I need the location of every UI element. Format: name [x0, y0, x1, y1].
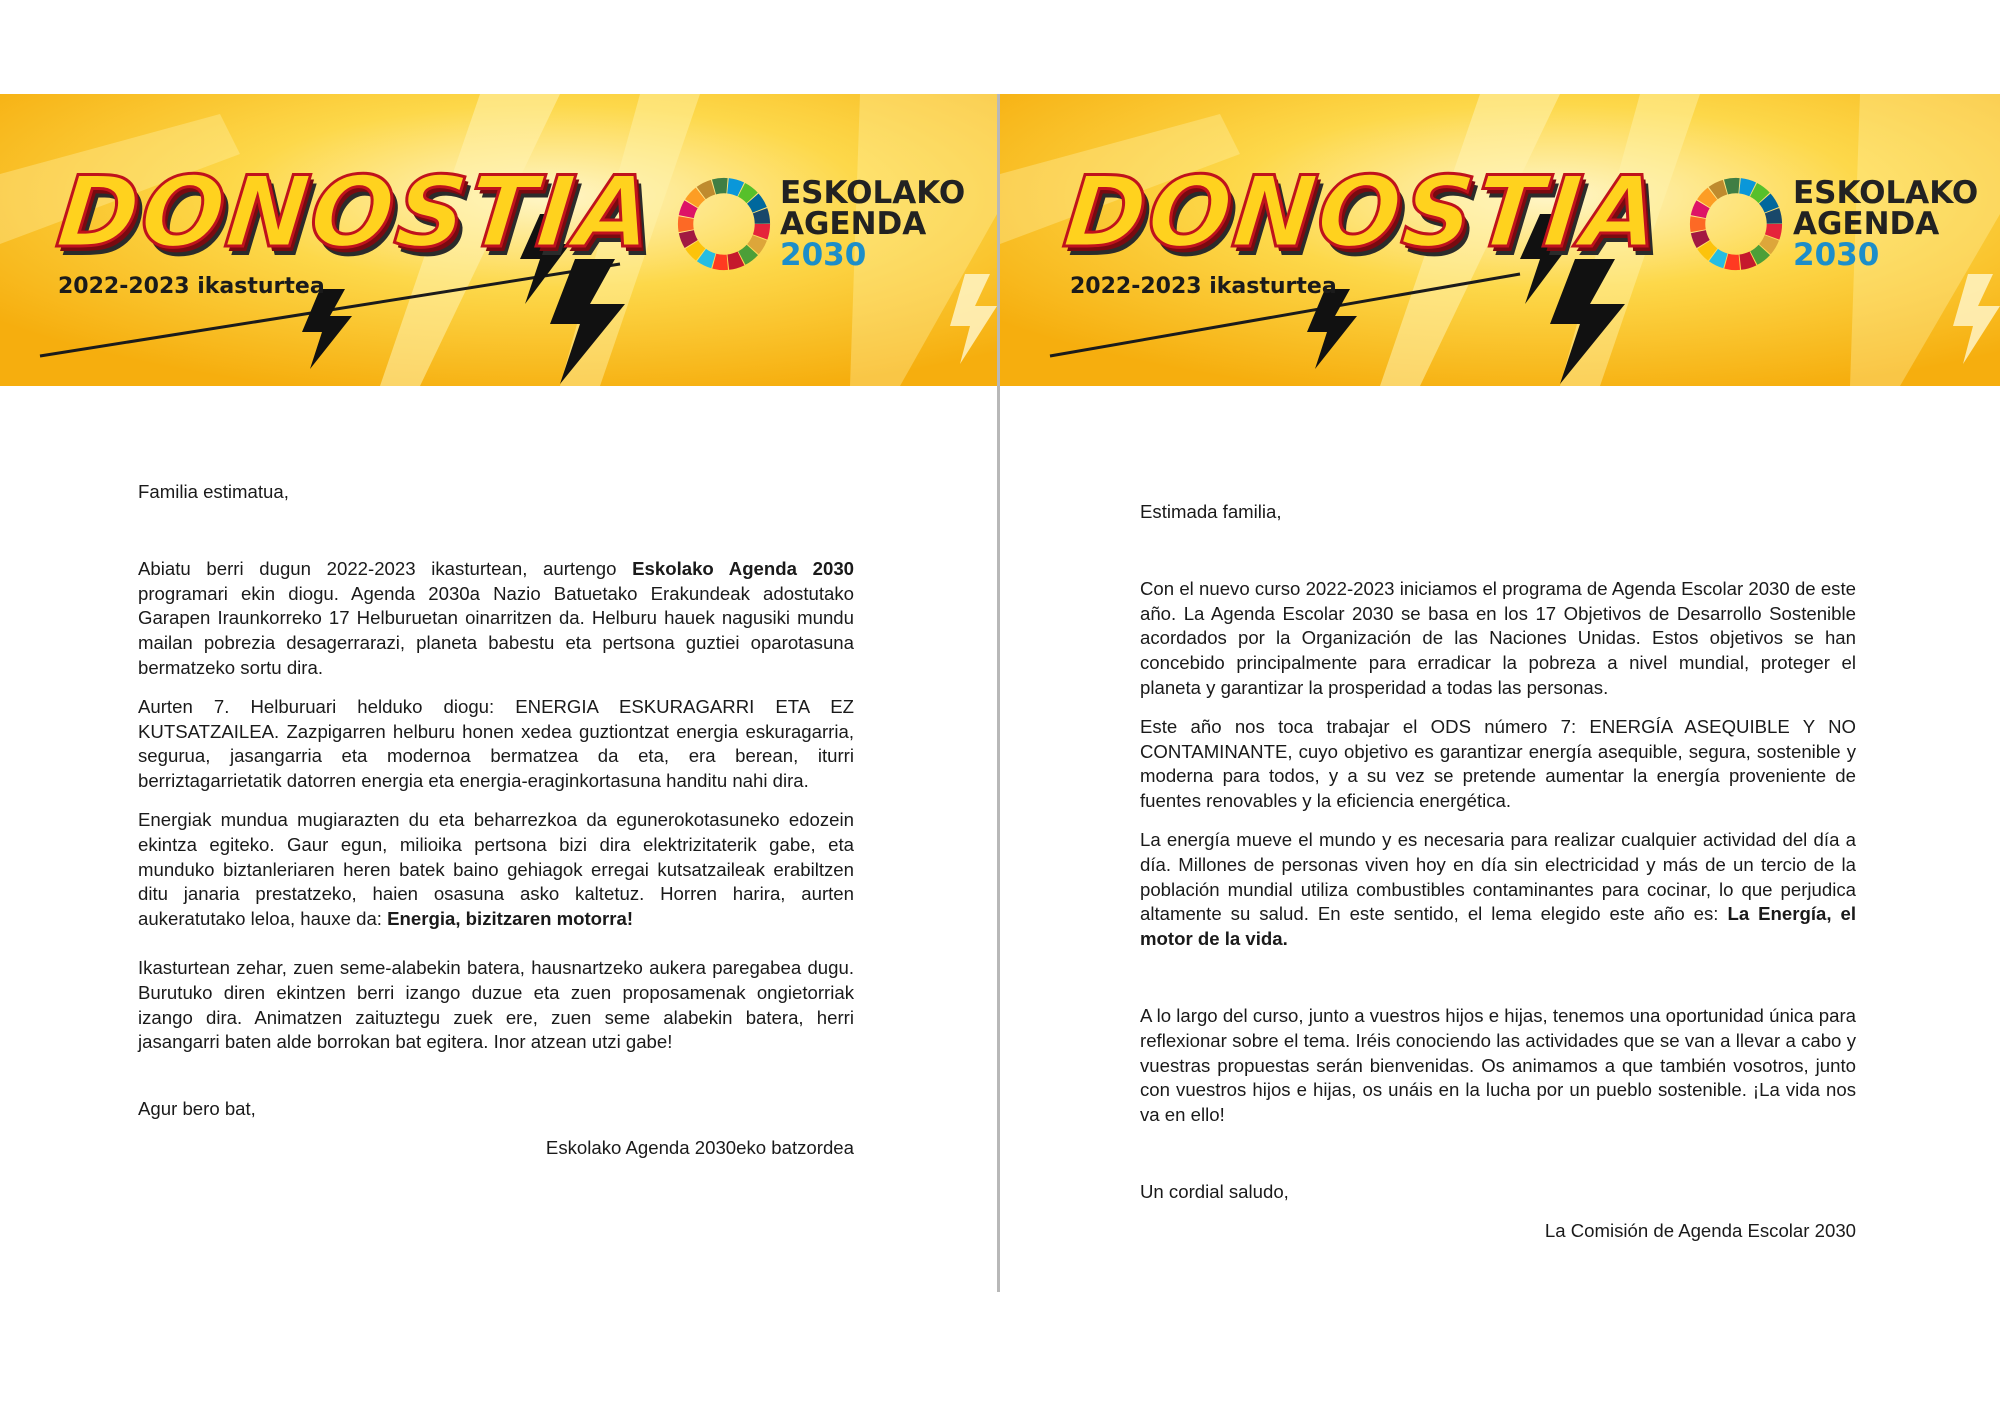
- brand-year: 2030: [780, 237, 867, 273]
- paragraph-4: A lo largo del curso, junto a vuestros hijos e hijas, tenemos una oportunidad única para reflexionar sobre el tema. Iréis conociendo las actividades que se van a llevar a cabo y vuestras propuestas serán bienvenidas. Os animamos a que también vosotros, junto con vuestros hijos e hijas, os unáis en la lucha por un pueblo sostenible. ¡La vida nos va en ello!: [1140, 1004, 1856, 1126]
- brand-line-2: AGENDA: [780, 206, 927, 242]
- motto: La Energía, el motor de la vida.: [1140, 903, 1857, 950]
- page-basque: [0, 94, 997, 1324]
- paragraph-3: [1140, 828, 1856, 952]
- page-spanish: [1000, 94, 2000, 1324]
- sdg-wheel-logo: [1688, 176, 1784, 272]
- brand-year: 2030: [1793, 237, 1880, 273]
- sdg-wheel-logo: [676, 176, 772, 272]
- banner-title: DONOSTIA: [1059, 156, 1667, 270]
- signature: Eskolako Agenda 2030eko batzordea: [545, 1136, 854, 1158]
- header-banner: [1000, 94, 2000, 386]
- paragraph-2: Este año nos toca trabajar el ODS número 7: ENERGÍA ASEQUIBLE Y NO CONTAMINANTE, cuyo objetivo es garantizar energía asequible, segura, sostenible y moderna para todos, y a su vez se pretende aumentar la energía proveniente de fuentes renovables y la eficiencia energética.: [1140, 715, 1856, 812]
- signature: La Comisión de Agenda Escolar 2030: [1544, 1219, 1856, 1241]
- program-name: Eskolako Agenda 2030: [632, 557, 854, 579]
- motto: Energia, bizitzaren motorra!: [387, 908, 634, 930]
- eskolako-agenda-logo: [780, 175, 966, 273]
- school-year: 2022-2023 ikasturtea: [1070, 274, 1337, 299]
- brand-line-2: AGENDA: [1793, 206, 1940, 242]
- paragraph-1-text: Abiatu berri dugun 2022-2023 ikasturtean, aurtengo: [138, 557, 633, 579]
- eskolako-agenda-logo: [1793, 175, 1979, 273]
- paragraph-2: Aurten 7. Helburuari helduko diogu: ENERGIA ESKURAGARRI ETA EZ KUTSATZAILEA. Zazpigarren helburu honen xedea guztiontzat energia eskuragarria, segurua, jasangarria eta modernoa bermatzea da eta, era berean, iturri berriztagarrietatik datorren energia eta energia-eraginkortasuna handitu nahi dira.: [138, 695, 854, 792]
- paragraph-1: [138, 557, 854, 681]
- banner-title: DONOSTIA: [52, 156, 660, 270]
- paragraph-3: [138, 808, 854, 932]
- school-year: 2022-2023 ikasturtea: [58, 274, 325, 299]
- brand-line-1: ESKOLAKO: [1793, 175, 1979, 211]
- paragraph-3-text: La energía mueve el mundo y es necesaria para realizar cualquier actividad del día a día. Millones de personas viven hoy en día sin electricidad y más de un tercio de la población mundial utiliza combustibles contaminantes para cocinar, lo que perjudica altamente su salud. En este sentido, el lema elegido este año es:: [1140, 828, 1856, 925]
- closing: Un cordial saludo,: [1140, 1180, 1289, 1202]
- paragraph-1: Con el nuevo curso 2022-2023 iniciamos el programa de Agenda Escolar 2030 de este año. La Agenda Escolar 2030 se basa en los 17 Objetivos de Desarrollo Sostenible acordados por la Organización de las Naciones Unidas. Estos objetivos se han concebido principalmente para erradicar la pobreza a nivel mundial, proteger el planeta y garantizar la prosperidad a todas las personas.: [1140, 577, 1856, 698]
- brand-line-1: ESKOLAKO: [780, 175, 966, 211]
- greeting: Familia estimatua,: [138, 481, 289, 502]
- letter-body: [138, 480, 854, 1175]
- header-banner: [0, 94, 997, 386]
- closing: Agur bero bat,: [138, 1098, 256, 1120]
- paragraph-1-text-end: programari ekin diogu. Agenda 2030a Nazio Batuetako Erakundeak adostutako Garapen Iraunkorreko 17 Helburuetan oinarritzen da. Helburu hauek nagusiki mundu mailan pobrezia desagerrarazi, planeta babestu eta pertsona guztiei oparotasuna bermatzeko sortu dira.: [138, 582, 854, 678]
- greeting: Estimada familia,: [1140, 501, 1282, 522]
- letter-body: [1140, 500, 1856, 1258]
- paragraph-4: Ikasturtean zehar, zuen seme-alabekin batera, hausnartzeko aukera paregabea dugu. Burutuko diren ekintzen berri izango duzue eta zuen proposamenak ongietorriak izango dira. Animatzen zaituztegu zuek ere, zuen seme alabekin batera, herri jasangarri baten alde borrokan bat egitera. Inor atzean utzi gabe!: [138, 956, 854, 1053]
- paragraph-3-text: Energiak mundua mugiarazten du eta beharrezkoa da egunerokotasuneko edozein ekintza egiteko. Gaur egun, milioika pertsona bizi dira elektrizitaterik gabe, eta munduko biztanleriaren heren batek baino gehiagok erregai kutsatzaileak erabiltzen ditu janaria prestatzeko, haien osasuna asko kaltetuz. Horren harira, aurten aukeratutako leloa, hauxe da:: [138, 808, 854, 930]
